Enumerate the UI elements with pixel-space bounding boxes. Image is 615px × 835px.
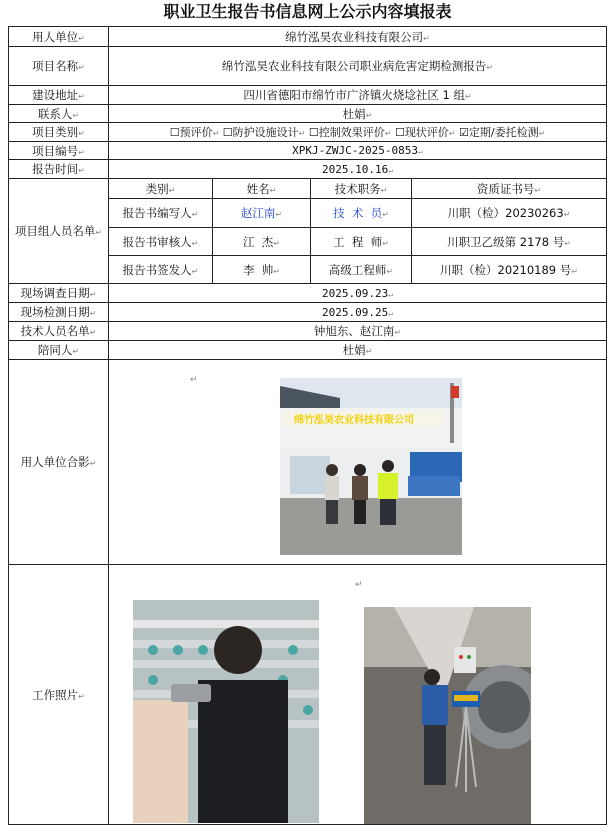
work-photo-label: 工作照片↵ bbox=[9, 565, 109, 825]
report-time-value[interactable]: 2025.10.16↵ bbox=[109, 160, 607, 179]
contact-label: 联系人↵ bbox=[9, 105, 109, 123]
accompany-label: 陪同人↵ bbox=[9, 341, 109, 360]
tech-staff-label: 技术人员名单↵ bbox=[9, 322, 109, 341]
survey-date-value[interactable]: 2025.09.23↵ bbox=[109, 284, 607, 303]
row-project-no bbox=[9, 142, 607, 160]
checkbox-icon[interactable]: ☐ bbox=[169, 126, 180, 139]
page-title: 职业卫生报告书信息网上公示内容填报表 bbox=[163, 2, 452, 21]
address-label: 建设地址↵ bbox=[9, 86, 109, 105]
checkbox-checked-icon[interactable]: ☑ bbox=[459, 126, 469, 139]
address-value[interactable]: 四川省德阳市绵竹市广济镇火烧埝社区 1 组↵ bbox=[109, 86, 607, 105]
report-time-label: 报告时间↵ bbox=[9, 160, 109, 179]
project-name-label: 项目名称↵ bbox=[9, 47, 109, 86]
team-cert[interactable]: 川职（检）20210189 号↵ bbox=[412, 256, 607, 284]
category-option-periodic-test[interactable]: ☑定期/委托检测↵ bbox=[459, 126, 546, 139]
category-option-pre-eval[interactable]: ☐预评价↵ bbox=[169, 126, 220, 139]
team-title[interactable]: 工 程 师↵ bbox=[311, 228, 412, 256]
row-contact bbox=[9, 105, 607, 123]
team-title[interactable]: 高级工程师↵ bbox=[311, 256, 412, 284]
category-option-protection-design[interactable]: ☐防护设施设计↵ bbox=[222, 126, 306, 139]
group-photo-image bbox=[280, 378, 462, 555]
project-name-value[interactable]: 绵竹泓昊农业科技有限公司职业病危害定期检测报告↵ bbox=[109, 47, 607, 86]
team-label: 项目组人员名单↵ bbox=[9, 179, 109, 284]
category-options bbox=[109, 123, 607, 142]
row-tech-staff bbox=[9, 322, 607, 341]
project-no-label: 项目编号↵ bbox=[9, 142, 109, 160]
row-team-header bbox=[9, 179, 607, 199]
accompany-value[interactable]: 杜娟↵ bbox=[109, 341, 607, 360]
team-cert[interactable]: 川职（检）20230263↵ bbox=[412, 199, 607, 228]
group-photo-label: 用人单位合影↵ bbox=[9, 360, 109, 565]
team-header-name: 姓名↵ bbox=[213, 179, 311, 199]
checkbox-icon[interactable]: ☐ bbox=[222, 126, 233, 139]
employer-value[interactable]: 绵竹泓昊农业科技有限公司↵ bbox=[109, 27, 607, 47]
project-no-value[interactable]: XPKJ-ZWJC-2025-0853↵ bbox=[109, 142, 607, 160]
team-role[interactable]: 报告书签发人↵ bbox=[109, 256, 213, 284]
row-employer bbox=[9, 27, 607, 47]
team-header-role: 类别↵ bbox=[109, 179, 213, 199]
tech-staff-value[interactable]: 钟旭东、赵江南↵ bbox=[109, 322, 607, 341]
row-category bbox=[9, 123, 607, 142]
test-date-value[interactable]: 2025.09.25↵ bbox=[109, 303, 607, 322]
row-project-name bbox=[9, 47, 607, 86]
row-test-date bbox=[9, 303, 607, 322]
company-sign-text: 绵竹泓昊农业科技有限公司 bbox=[294, 415, 414, 426]
team-title[interactable]: 技 术 员↵ bbox=[311, 199, 412, 228]
paragraph-mark-icon: ↵ bbox=[190, 375, 198, 385]
test-date-label: 现场检测日期↵ bbox=[9, 303, 109, 322]
paragraph-mark-icon: ↵ bbox=[355, 580, 363, 590]
contact-value[interactable]: 杜娟↵ bbox=[109, 105, 607, 123]
team-name[interactable]: 李 帅↵ bbox=[213, 256, 311, 284]
team-name[interactable]: 赵江南↵ bbox=[213, 199, 311, 228]
work-photo-left[interactable] bbox=[133, 600, 319, 823]
survey-date-label: 现场调查日期↵ bbox=[9, 284, 109, 303]
row-address bbox=[9, 86, 607, 105]
team-cert[interactable]: 川职卫乙级第 2178 号↵ bbox=[412, 228, 607, 256]
work-photo-left-image bbox=[133, 600, 319, 823]
team-header-cert: 资质证书号↵ bbox=[412, 179, 607, 199]
row-accompany bbox=[9, 341, 607, 360]
work-photo-right[interactable] bbox=[364, 607, 531, 824]
employer-label: 用人单位↵ bbox=[9, 27, 109, 47]
row-report-time bbox=[9, 160, 607, 179]
team-role[interactable]: 报告书编写人↵ bbox=[109, 199, 213, 228]
work-photo-right-image bbox=[364, 607, 531, 824]
team-role[interactable]: 报告书审核人↵ bbox=[109, 228, 213, 256]
category-option-status-eval[interactable]: ☐现状评价↵ bbox=[394, 126, 456, 139]
row-survey-date bbox=[9, 284, 607, 303]
team-header-title: 技术职务↵ bbox=[311, 179, 412, 199]
checkbox-icon[interactable]: ☐ bbox=[394, 126, 405, 139]
category-label: 项目类别↵ bbox=[9, 123, 109, 142]
category-option-control-effect[interactable]: ☐控制效果评价↵ bbox=[308, 126, 392, 139]
group-photo[interactable] bbox=[280, 378, 462, 555]
checkbox-icon[interactable]: ☐ bbox=[308, 126, 319, 139]
team-name[interactable]: 江 杰↵ bbox=[213, 228, 311, 256]
